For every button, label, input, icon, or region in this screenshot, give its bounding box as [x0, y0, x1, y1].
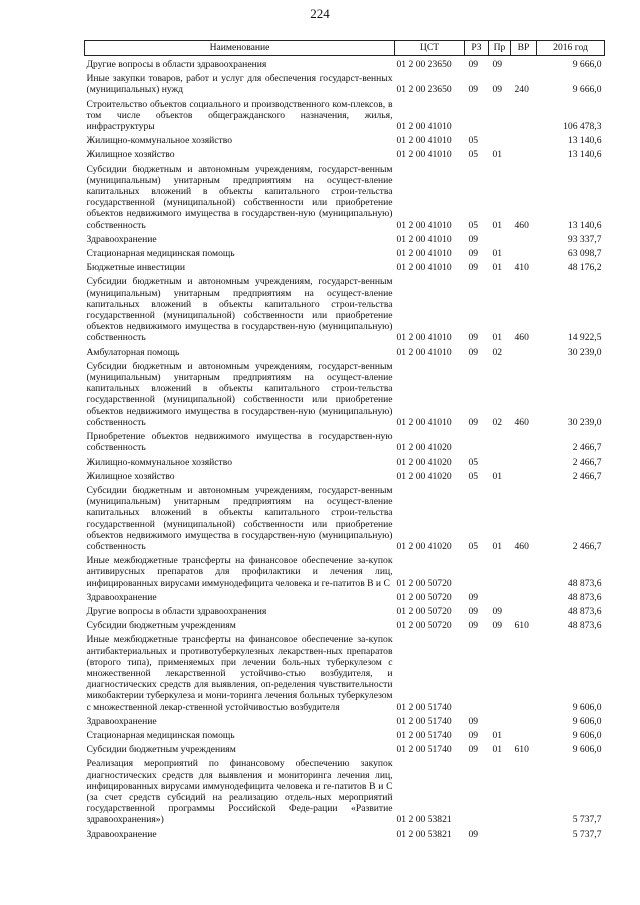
row-pr [489, 589, 511, 603]
row-amount: 5 737,7 [572, 828, 602, 840]
row-cst: 01 2 00 23650 [396, 84, 452, 96]
row-rz [465, 428, 489, 453]
row-vr [511, 631, 537, 712]
row-rz: 09 [468, 346, 479, 358]
row-rz: 09 [468, 84, 479, 96]
row-amount: 30 239,0 [567, 346, 602, 358]
row-vr [511, 146, 537, 160]
row-cst: 01 2 00 41010 [396, 346, 452, 358]
row-vr [511, 245, 537, 259]
row-cst: 01 2 00 50720 [396, 605, 452, 617]
header-year: 2016 год [537, 41, 605, 56]
header-name: Наименование [85, 41, 395, 56]
row-pr: 01 [492, 262, 503, 274]
row-rz: 09 [468, 828, 479, 840]
row-rz [465, 631, 489, 712]
row-rz: 09 [468, 248, 479, 260]
row-cst: 01 2 00 41020 [396, 456, 452, 468]
row-rz: 09 [468, 715, 479, 727]
row-vr [511, 727, 537, 741]
row-cst: 01 2 00 41010 [396, 121, 452, 133]
row-vr [511, 454, 537, 468]
row-name: Субсидии бюджетным и автономным учреждениям, государст-венным (муниципальным) унитарным предприятиям на осущест-вление капитальных вложений в объекты капитального строи-тельства государственной (муниципальной) собственности или приобретение объектов недвижимого имущества в государствен-ную (муниципальную) собственность [86, 276, 393, 344]
row-cst: 01 2 00 23650 [396, 59, 452, 70]
row-pr [489, 826, 511, 840]
row-rz: 05 [468, 470, 479, 482]
row-name: Амбулаторная помощь [86, 346, 180, 358]
row-name: Реализация мероприятий по финансовому обеспечению закупок диагностических средств для выявления и мониторинга лечения лиц, инфицированных вирусами иммунодефицита человека и ге-патитов В и С (за счет средств субсидий на реализацию отдель-ных мероприятий государственной программы Российской Феде-рации «Развитие здравоохранения») [86, 758, 393, 826]
row-pr [489, 132, 511, 146]
table-row [85, 273, 605, 343]
row-cst: 01 2 00 50720 [396, 620, 452, 632]
row-vr: 610 [514, 620, 529, 632]
row-pr [489, 231, 511, 245]
row-name: Иные закупки товаров, работ и услуг для обеспечения государст-венных (муниципальных) нужд [86, 73, 393, 96]
table-row [85, 428, 605, 453]
row-amount: 48 873,6 [567, 591, 602, 603]
row-vr [511, 603, 537, 617]
row-rz [465, 552, 489, 589]
row-amount: 2 466,7 [572, 470, 602, 482]
row-amount: 48 176,2 [567, 262, 602, 274]
table-row [85, 603, 605, 617]
row-pr: 01 [492, 149, 503, 161]
row-rz: 09 [468, 744, 479, 756]
row-amount: 5 737,7 [572, 814, 602, 826]
row-cst: 01 2 00 41020 [396, 540, 452, 552]
row-pr [489, 713, 511, 727]
row-name: Жилищно-коммунальное хозяйство [86, 135, 233, 147]
table-row [85, 631, 605, 712]
row-name: Субсидии бюджетным и автономным учреждениям, государст-венным (муниципальным) унитарным предприятиям на осущест-вление капитальных вложений в объекты капитального строи-тельства государственной (муниципальной) собственности или приобретение объектов недвижимого имущества в государствен-ную (муниципальную) собственность [86, 163, 393, 231]
row-amount: 9 606,0 [572, 744, 602, 756]
row-pr: 09 [492, 84, 503, 96]
row-rz [465, 755, 489, 825]
page-number: 224 [310, 6, 330, 21]
row-name: Стационарная медицинская помощь [86, 248, 235, 260]
row-rz: 09 [468, 605, 479, 617]
row-amount: 9 606,0 [572, 729, 602, 741]
row-vr: 460 [514, 219, 529, 231]
table-row [85, 552, 605, 589]
row-name: Другие вопросы в области здравоохранения [86, 605, 267, 617]
table-row [85, 468, 605, 482]
table-row [85, 826, 605, 840]
row-vr: 610 [514, 744, 529, 756]
row-amount: 48 873,6 [567, 605, 602, 617]
row-name: Жилищное хозяйство [86, 149, 175, 161]
row-vr [511, 428, 537, 453]
row-amount: 13 140,6 [567, 135, 602, 147]
row-cst: 01 2 00 41010 [396, 332, 452, 344]
table-row [85, 231, 605, 245]
row-rz: 05 [468, 149, 479, 161]
row-vr [511, 552, 537, 589]
row-cst: 01 2 00 51740 [396, 729, 452, 741]
table-row [85, 259, 605, 273]
header-pr: Пр [489, 41, 511, 56]
row-cst: 01 2 00 41020 [396, 470, 452, 482]
row-rz: 09 [468, 620, 479, 632]
row-amount: 30 239,0 [567, 416, 602, 428]
row-pr [489, 96, 511, 133]
row-vr: 460 [514, 332, 529, 344]
row-cst: 01 2 00 41010 [396, 135, 452, 147]
row-amount: 48 873,6 [567, 620, 602, 632]
row-name: Субсидии бюджетным и автономным учреждениям, государст-венным (муниципальным) унитарным предприятиям на осущест-вление капитальных вложений в объекты капитального строи-тельства государственной (муниципальной) собственности или приобретение объектов недвижимого имущества в государствен-ную (муниципальную) собственность [86, 484, 393, 552]
row-rz: 05 [468, 219, 479, 231]
table-row [85, 727, 605, 741]
row-vr [511, 713, 537, 727]
row-amount: 13 140,6 [567, 149, 602, 161]
row-vr [511, 132, 537, 146]
row-pr [489, 454, 511, 468]
row-vr [511, 231, 537, 245]
row-name: Здравоохранение [86, 828, 157, 840]
table-row [85, 70, 605, 95]
row-vr [511, 96, 537, 133]
row-vr: 240 [514, 84, 529, 96]
row-amount: 63 098,7 [567, 248, 602, 260]
table-row [85, 358, 605, 428]
row-pr: 09 [492, 605, 503, 617]
table-row [85, 713, 605, 727]
row-cst: 01 2 00 53821 [396, 814, 452, 826]
header-cst: ЦСТ [395, 41, 465, 56]
table-row [85, 454, 605, 468]
table-row [85, 161, 605, 231]
row-cst: 01 2 00 51740 [396, 744, 452, 756]
row-cst: 01 2 00 41010 [396, 416, 452, 428]
row-pr [489, 552, 511, 589]
row-amount: 13 140,6 [567, 219, 602, 231]
row-pr [489, 755, 511, 825]
row-cst: 01 2 00 41010 [396, 248, 452, 260]
row-rz: 09 [468, 729, 479, 741]
header-rz: РЗ [465, 41, 489, 56]
table-row [85, 755, 605, 825]
table-row [85, 589, 605, 603]
row-amount: 9 606,0 [572, 701, 602, 713]
row-pr: 01 [492, 248, 503, 260]
row-rz: 09 [468, 416, 479, 428]
row-pr [489, 631, 511, 712]
row-name: Субсидии бюджетным и автономным учреждениям, государст-венным (муниципальным) унитарным предприятиям на осущест-вление капитальных вложений в объекты капитального строи-тельства государственной (муниципальной) собственности или приобретение объектов недвижимого имущества в государствен-ную (муниципальную) собственность [86, 360, 393, 428]
header-vr: ВР [511, 41, 537, 56]
row-rz: 09 [468, 332, 479, 344]
table-row [85, 617, 605, 631]
row-name: Жилищное хозяйство [86, 470, 175, 482]
row-cst: 01 2 00 51740 [396, 701, 452, 713]
row-pr: 02 [492, 346, 503, 358]
row-vr [511, 344, 537, 358]
row-amount: 2 466,7 [572, 540, 602, 552]
row-cst: 01 2 00 41010 [396, 233, 452, 245]
row-vr [511, 589, 537, 603]
row-rz: 09 [468, 591, 479, 603]
row-vr [511, 468, 537, 482]
row-name: Приобретение объектов недвижимого имущества в государствен-ную собственность [86, 431, 393, 454]
row-cst: 01 2 00 41010 [396, 219, 452, 231]
row-pr: 01 [492, 332, 503, 344]
row-cst: 01 2 00 50720 [396, 591, 452, 603]
row-cst: 01 2 00 53821 [396, 828, 452, 840]
row-rz: 09 [468, 59, 479, 70]
row-rz: 09 [468, 262, 479, 274]
row-vr: 460 [514, 540, 529, 552]
row-name: Жилищно-коммунальное хозяйство [86, 456, 233, 468]
row-rz: 05 [468, 540, 479, 552]
table-row [85, 245, 605, 259]
row-cst: 01 2 00 50720 [396, 577, 452, 589]
row-pr: 02 [492, 416, 503, 428]
row-vr: 460 [514, 416, 529, 428]
row-name: Здравоохранение [86, 591, 157, 603]
row-pr: 01 [492, 540, 503, 552]
row-pr: 01 [492, 744, 503, 756]
row-vr [511, 755, 537, 825]
table-row [85, 482, 605, 552]
row-cst: 01 2 00 51740 [396, 715, 452, 727]
table-row [85, 132, 605, 146]
row-amount: 93 337,7 [567, 233, 602, 245]
row-name: Другие вопросы в области здравоохранения [86, 59, 267, 70]
row-vr [511, 826, 537, 840]
row-name: Субсидии бюджетным учреждениям [86, 744, 236, 756]
budget-table [84, 40, 605, 840]
row-amount: 106 478,3 [563, 121, 602, 133]
row-name: Здравоохранение [86, 715, 157, 727]
row-amount: 2 466,7 [572, 442, 602, 454]
row-vr: 410 [514, 262, 529, 274]
row-name: Здравоохранение [86, 233, 157, 245]
row-rz: 09 [468, 233, 479, 245]
row-amount: 9 606,0 [572, 715, 602, 727]
row-name: Иные межбюджетные трансферты на финансовое обеспечение за-купок антивирусных препаратов для профилактики и лечения лиц, инфицированных вирусами иммунодефицита человека и ге-патитов В и С [86, 555, 393, 589]
row-amount: 9 666,0 [572, 59, 602, 70]
row-name: Иные межбюджетные трансферты на финансовое обеспечение за-купок антибактериальных и противотуберкулезных лекарствен-ных препаратов (второго типа), применяемых при лечении боль-ных туберкулезом с множественной лекарственной устойчиво-стью возбудителя, и диагностических средств для выявления, оп-ределения чувствительности микобактерии туберкулеза и мони-торинга лечения больных туберкулезом с множественной лекар-ственной устойчивостью возбудителя [86, 634, 393, 713]
row-name: Стационарная медицинская помощь [86, 729, 235, 741]
row-amount: 9 666,0 [572, 84, 602, 96]
table-row [85, 96, 605, 133]
row-amount: 48 873,6 [567, 577, 602, 589]
row-name: Бюджетные инвестиции [86, 262, 185, 274]
row-rz: 05 [468, 456, 479, 468]
row-pr: 09 [492, 620, 503, 632]
row-vr [511, 56, 537, 71]
table-row [85, 56, 605, 71]
row-rz: 05 [468, 135, 479, 147]
row-amount: 2 466,7 [572, 456, 602, 468]
table-header [85, 41, 605, 56]
table-row [85, 146, 605, 160]
row-amount: 14 922,5 [567, 332, 602, 344]
table-body [85, 56, 605, 840]
row-name: Субсидии бюджетным учреждениям [86, 620, 236, 632]
row-pr: 01 [492, 470, 503, 482]
row-pr: 01 [492, 729, 503, 741]
table-row [85, 741, 605, 755]
row-pr: 01 [492, 219, 503, 231]
row-cst: 01 2 00 41020 [396, 442, 452, 454]
row-cst: 01 2 00 41010 [396, 149, 452, 161]
row-pr: 09 [492, 59, 503, 70]
row-rz [465, 96, 489, 133]
row-cst: 01 2 00 41010 [396, 262, 452, 274]
row-pr [489, 428, 511, 453]
table-row [85, 344, 605, 358]
row-name: Строительство объектов социального и производственного ком-плексов, в том числе объектов общегражданского назначения, жилья, инфраструктуры [86, 98, 393, 133]
